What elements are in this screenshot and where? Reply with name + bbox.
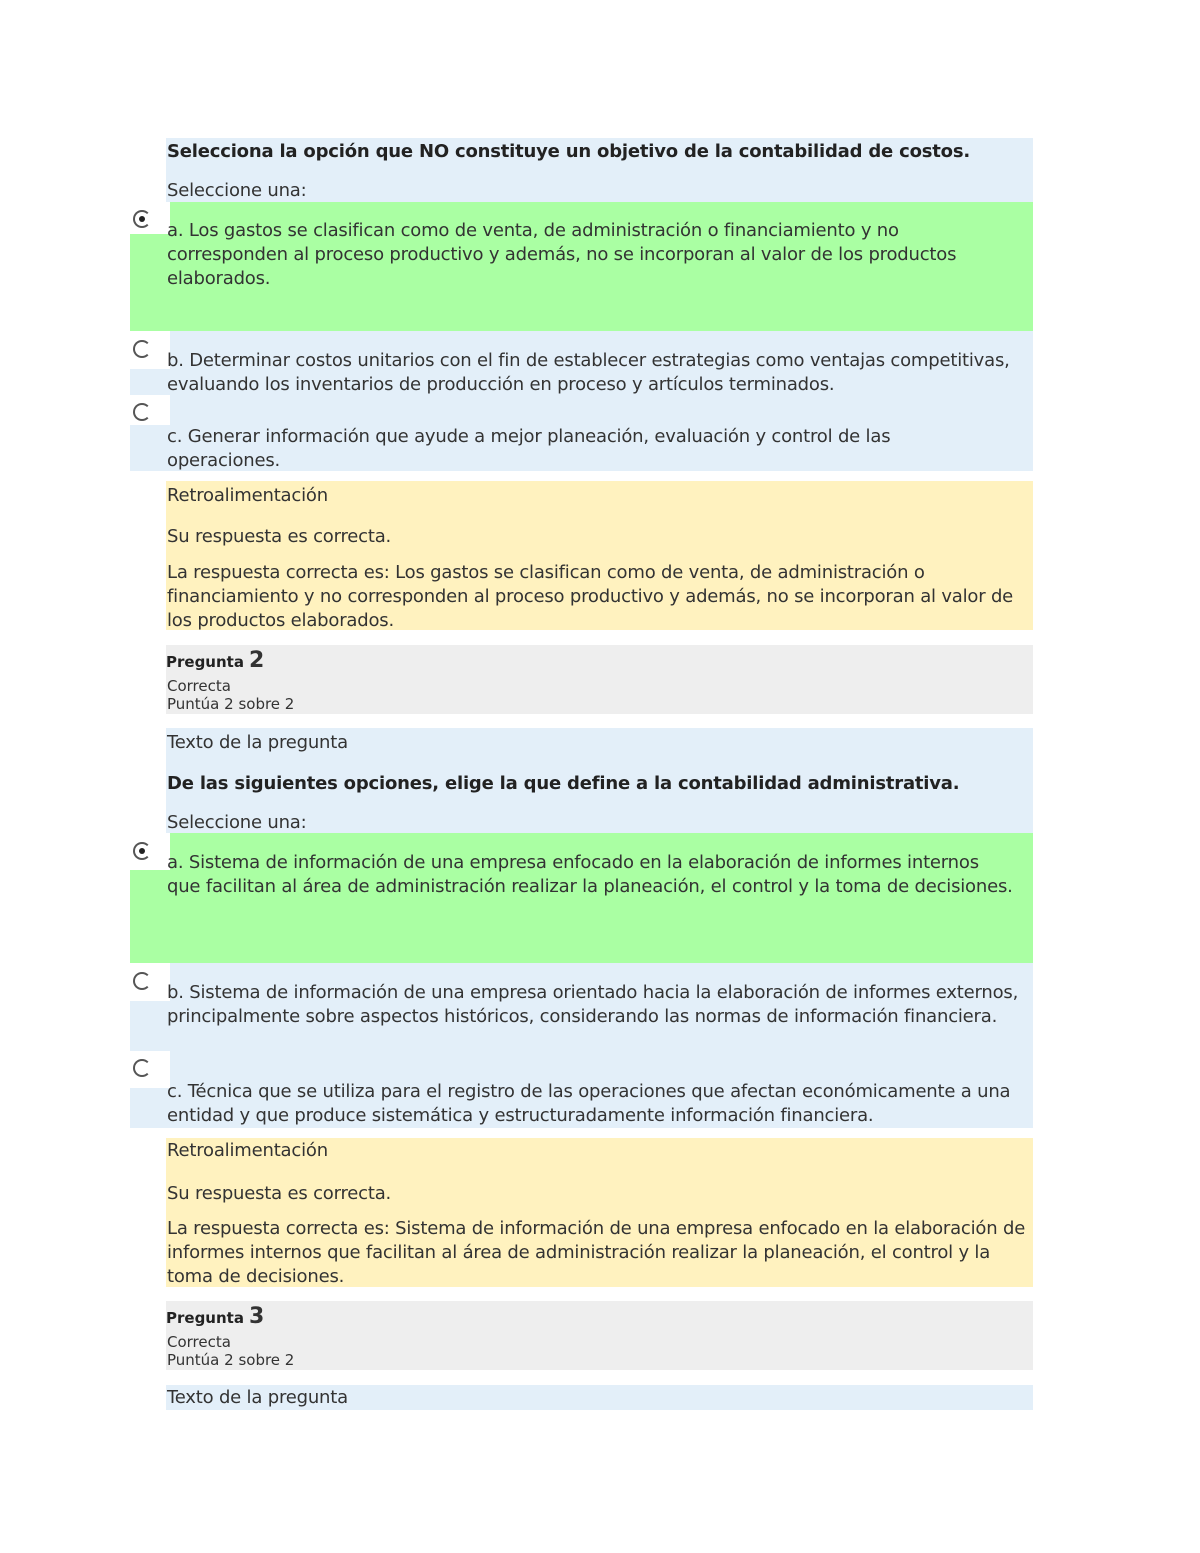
q1-option-b-label[interactable]: b. Determinar costos unitarios con el fin de establecer estrategias como ventajas competitivas, evaluando los inventarios de producción en proceso y artículos terminados. [167,350,1010,395]
q2-prompt: Seleccione una: [167,812,307,833]
q1-option-a-label[interactable]: a. Los gastos se clasifican como de venta, de administración o financiamiento y no corresponden al proceso productivo y además, no se incorporan al valor de los productos elaborados. [167,220,957,289]
q3-heading [166,1304,264,1329]
q2-text-label: Texto de la pregunta [167,732,348,753]
q3-info-panel [166,1301,1033,1370]
q2-option-c-label[interactable]: c. Técnica que se utiliza para el registro de las operaciones que afectan económicamente a una entidad y que produce sistemática y estructuradamente información financiera. [167,1081,1011,1126]
q1-option-c-radio[interactable] [133,403,151,421]
q2-option-c-radio[interactable] [133,1059,151,1077]
q1-feedback-status: Su respuesta es correcta. [167,526,392,547]
q2-option-a-radio[interactable] [133,842,151,860]
q2-state: Correcta [167,677,231,695]
q2-heading [166,648,264,673]
q2-feedback-status: Su respuesta es correcta. [167,1183,392,1204]
q2-grade: Puntúa 2 sobre 2 [167,695,295,713]
q3-text-label: Texto de la pregunta [167,1387,348,1408]
q2-number: 2 [249,648,265,673]
q1-feedback-answer: La respuesta correcta es: Los gastos se clasifican como de venta, de administración o financiamiento y no corresponden al proceso productivo y además, no se incorporan al valor de los productos elaborados. [167,562,1014,631]
q1-feedback-title: Retroalimentación [167,485,328,506]
q1-question-text: Selecciona la opción que NO constituye un objetivo de la contabilidad de costos. [167,141,970,162]
q3-state: Correcta [167,1333,231,1351]
q3-label: Pregunta [166,1309,244,1327]
q2-option-a-label[interactable]: a. Sistema de información de una empresa enfocado en la elaboración de informes internos que facilitan al área de administración realizar la planeación, el control y la toma de decisiones. [167,852,1013,897]
q3-number: 3 [249,1304,265,1329]
q3-grade: Puntúa 2 sobre 2 [167,1351,295,1369]
q1-option-b-radio[interactable] [133,340,151,358]
q2-feedback-answer: La respuesta correcta es: Sistema de información de una empresa enfocado en la elaboración de informes internos que facilitan al área de administración realizar la planeación, el control y la toma de decisiones. [167,1218,1026,1287]
q2-feedback-title: Retroalimentación [167,1140,328,1161]
q2-option-b-label[interactable]: b. Sistema de información de una empresa orientado hacia la elaboración de informes externos, principalmente sobre aspectos históricos, considerando las normas de información financiera. [167,982,1019,1027]
q1-option-c-label[interactable]: c. Generar información que ayude a mejor planeación, evaluación y control de las operaciones. [167,426,891,471]
q2-question-text: De las siguientes opciones, elige la que define a la contabilidad administrativa. [167,773,960,794]
q1-prompt: Seleccione una: [167,180,307,201]
q2-label: Pregunta [166,653,244,671]
q1-option-a-radio[interactable] [133,210,151,228]
q2-info-panel [166,645,1033,714]
q2-option-b-radio[interactable] [133,972,151,990]
